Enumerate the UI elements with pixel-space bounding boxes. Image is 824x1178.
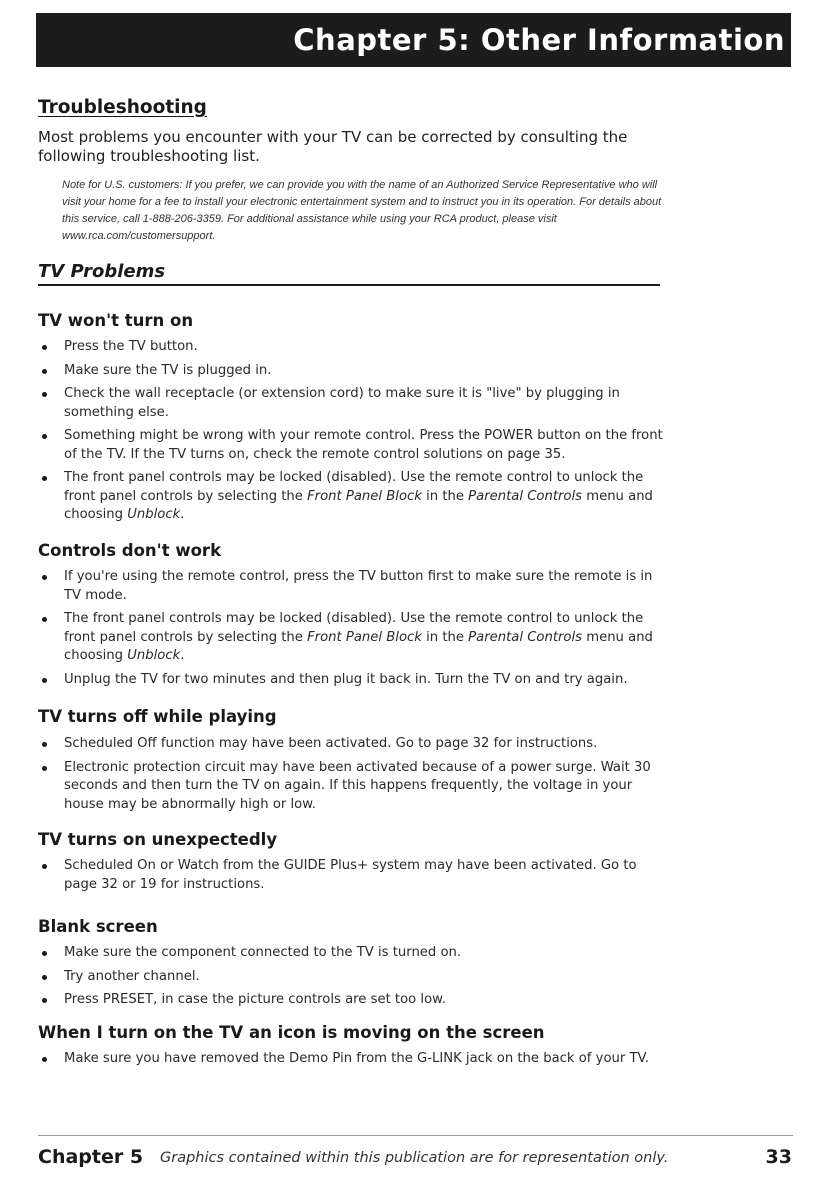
troubleshooting-intro: Most problems you encounter with your TV can be corrected by consulting the following troubleshooting list.	[38, 128, 628, 165]
us-customers-note: Note for U.S. customers: If you prefer, we can provide you with the name of an Authorized Service Representative who will visit your home for a fee to install your electronic entertainment system and to instruct you in its operation. For details about this service, call 1-888-206-3359. For additional assistance while using your RCA product, please visit www.rca.com/customersupport.	[62, 179, 662, 242]
front-panel-block-term: Front Panel Block	[307, 488, 422, 504]
section-title-controls-dont-work: Controls don't work	[38, 541, 222, 560]
front-panel-block-term: Front Panel Block	[307, 629, 422, 645]
chapter-title: Chapter 5: Other Information	[293, 23, 785, 57]
wont-turn-on-list	[38, 338, 668, 530]
footer-divider	[38, 1135, 793, 1136]
list-item: Make sure the component connected to the TV is turned on.	[38, 944, 668, 963]
section-title-turns-off: TV turns off while playing	[38, 707, 277, 726]
tv-problems-heading: TV Problems	[38, 261, 660, 286]
list-item: Scheduled Off function may have been activated. Go to page 32 for instructions.	[38, 735, 668, 754]
list-item: Press PRESET, in case the picture controls are set too low.	[38, 991, 668, 1010]
list-item: The front panel controls may be locked (disabled). Use the remote control to unlock the front panel controls by selecting the Front Panel Block in the Parental Controls menu and choosing Unblock.	[38, 610, 668, 666]
footer-chapter-label: Chapter 5	[38, 1146, 144, 1168]
unblock-term: Unblock	[127, 648, 181, 663]
section-title-blank-screen: Blank screen	[38, 917, 158, 936]
troubleshooting-heading: Troubleshooting	[38, 97, 207, 118]
footer-representation-note: Graphics contained within this publication are for representation only.	[160, 1150, 669, 1166]
chapter-title-banner	[36, 13, 791, 67]
list-item: Unplug the TV for two minutes and then plug it back in. Turn the TV on and try again.	[38, 671, 668, 690]
blank-screen-list	[38, 944, 668, 1015]
list-item: If you're using the remote control, press the TV button first to make sure the remote is in TV mode.	[38, 568, 668, 605]
turns-off-list	[38, 735, 668, 819]
list-item: Electronic protection circuit may have been activated because of a power surge. Wait 30 seconds and then turn the TV on again. If this happens frequently, the voltage in your house may be abnormally high or low.	[38, 759, 668, 815]
list-item: The front panel controls may be locked (disabled). Use the remote control to unlock the front panel controls by selecting the Front Panel Block in the Parental Controls menu and choosing Unblock.	[38, 469, 668, 525]
unblock-term: Unblock	[127, 507, 181, 522]
section-title-turns-on: TV turns on unexpectedly	[38, 830, 278, 849]
section-title-icon-moving: When I turn on the TV an icon is moving on the screen	[38, 1023, 545, 1042]
list-item: Check the wall receptacle (or extension cord) to make sure it is "live" by plugging in something else.	[38, 385, 668, 422]
controls-dont-work-list	[38, 568, 668, 694]
section-title-wont-turn-on: TV won't turn on	[38, 311, 194, 330]
list-item: Make sure you have removed the Demo Pin from the G-LINK jack on the back of your TV.	[38, 1050, 668, 1069]
turns-on-list	[38, 857, 668, 899]
parental-controls-term: Parental Controls	[468, 629, 583, 645]
list-item: Make sure the TV is plugged in.	[38, 362, 668, 381]
list-item: Something might be wrong with your remote control. Press the POWER button on the front of the TV. If the TV turns on, check the remote control solutions on page 35.	[38, 427, 668, 464]
page-number: 33	[765, 1146, 792, 1168]
list-item: Press the TV button.	[38, 338, 668, 357]
icon-moving-list	[38, 1050, 668, 1074]
parental-controls-term: Parental Controls	[468, 488, 583, 504]
list-item: Try another channel.	[38, 968, 668, 987]
list-item: Scheduled On or Watch from the GUIDE Plus+ system may have been activated. Go to page 32 or 19 for instructions.	[38, 857, 668, 894]
